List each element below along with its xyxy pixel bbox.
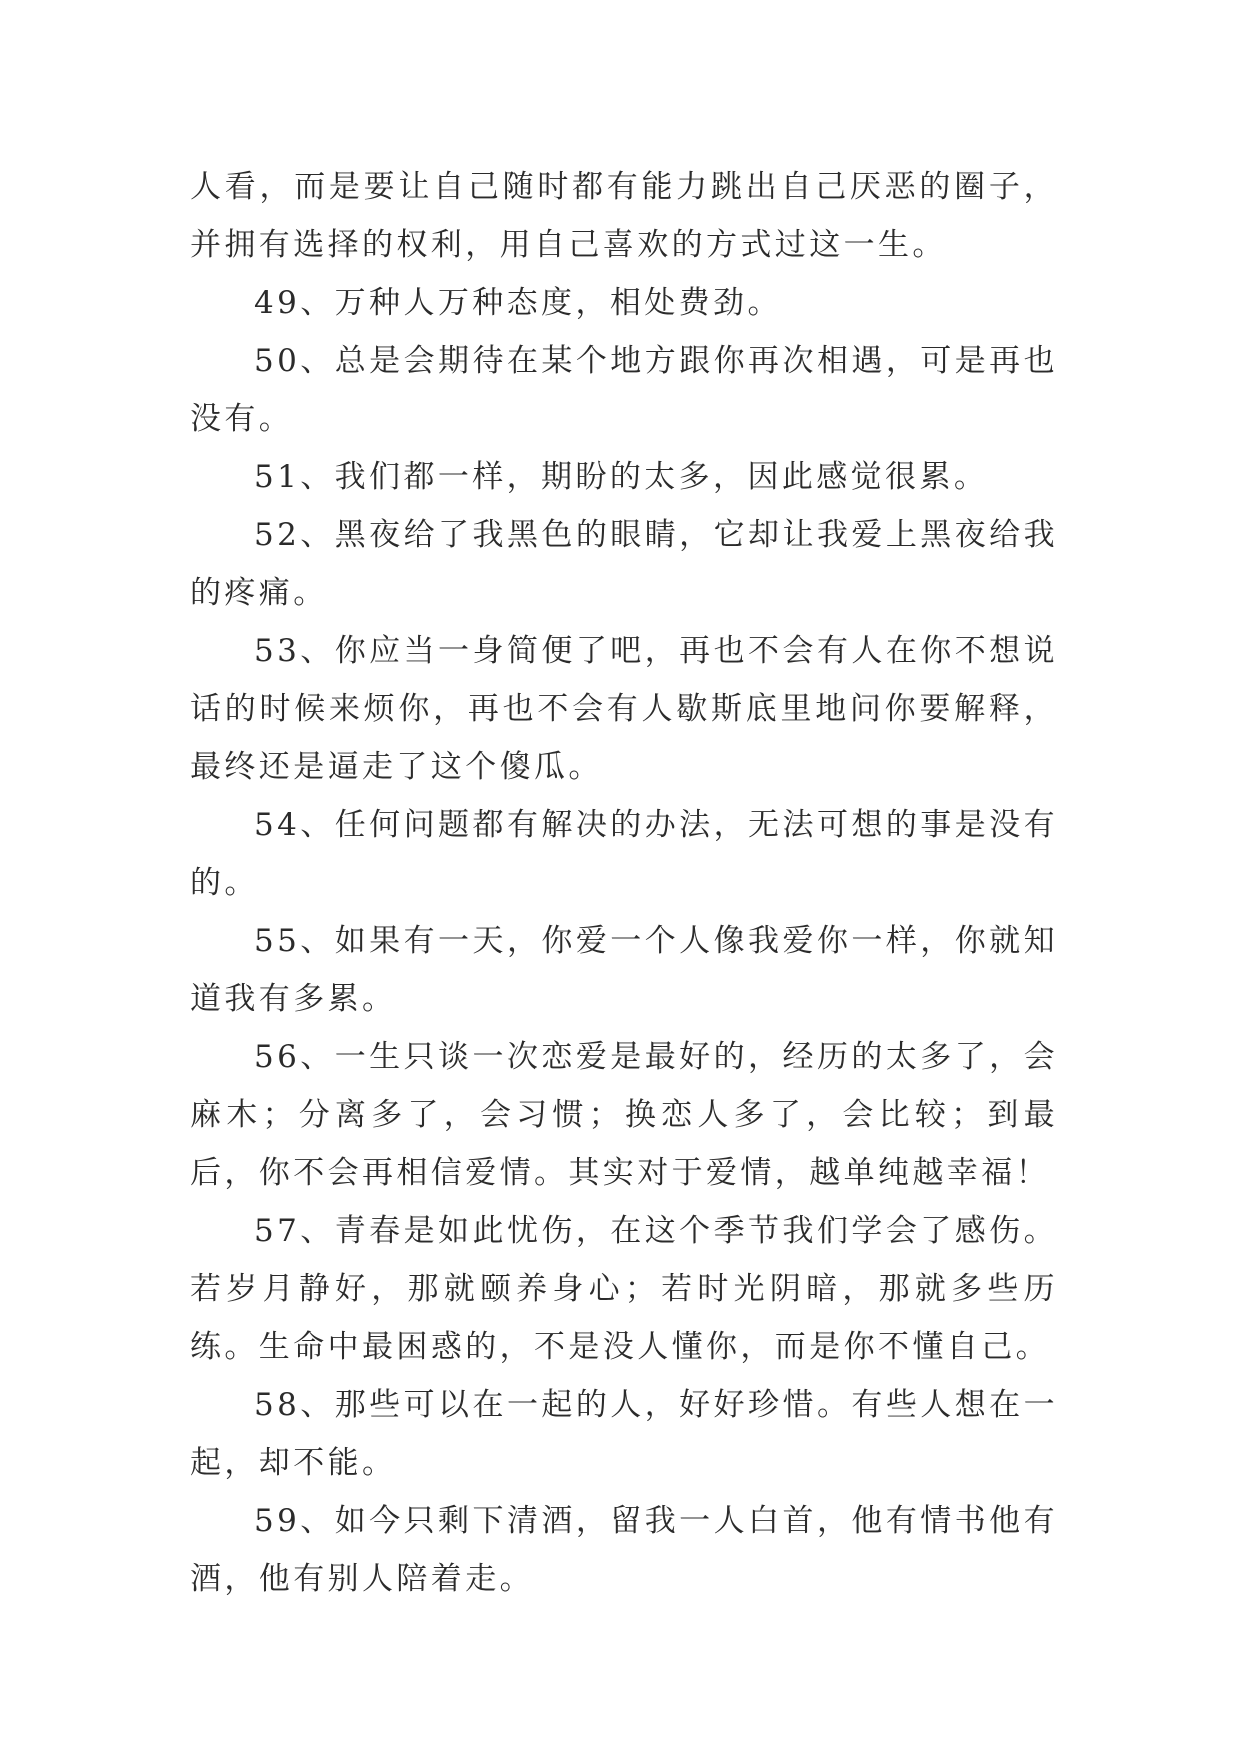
paragraph-52: 52、黑夜给了我黑色的眼睛，它却让我爱上黑夜给我的疼痛。 <box>190 517 1058 611</box>
paragraph-50: 50、总是会期待在某个地方跟你再次相遇，可是再也没有。 <box>190 343 1058 437</box>
paragraph-54: 54、任何问题都有解决的办法，无法可想的事是没有的。 <box>190 807 1058 901</box>
paragraph-55: 55、如果有一天，你爱一个人像我爱你一样，你就知道我有多累。 <box>190 923 1058 1017</box>
paragraph-53: 53、你应当一身简便了吧，再也不会有人在你不想说话的时候来烦你，再也不会有人歇斯底里地问你要解释，最终还是逼走了这个傻瓜。 <box>190 633 1058 785</box>
paragraph-59: 59、如今只剩下清酒，留我一人白首，他有情书他有酒，他有别人陪着走。 <box>190 1503 1058 1597</box>
paragraph-57: 57、青春是如此忧伤，在这个季节我们学会了感伤。若岁月静好，那就颐养身心；若时光阴暗，那就多些历练。生命中最困惑的，不是没人懂你，而是你不懂自己。 <box>190 1213 1058 1365</box>
paragraph-56: 56、一生只谈一次恋爱是最好的，经历的太多了，会麻木；分离多了，会习惯；换恋人多了，会比较；到最后，你不会再相信爱情。其实对于爱情，越单纯越幸福！ <box>190 1039 1058 1191</box>
document-body <box>190 158 1058 1608</box>
paragraph-continuation: 人看，而是要让自己随时都有能力跳出自己厌恶的圈子，并拥有选择的权利，用自己喜欢的方式过这一生。 <box>190 169 1058 263</box>
paragraph-58: 58、那些可以在一起的人，好好珍惜。有些人想在一起，却不能。 <box>190 1387 1058 1481</box>
paragraph-49: 49、万种人万种态度，相处费劲。 <box>254 285 782 321</box>
paragraph-51: 51、我们都一样，期盼的太多，因此感觉很累。 <box>254 459 989 495</box>
